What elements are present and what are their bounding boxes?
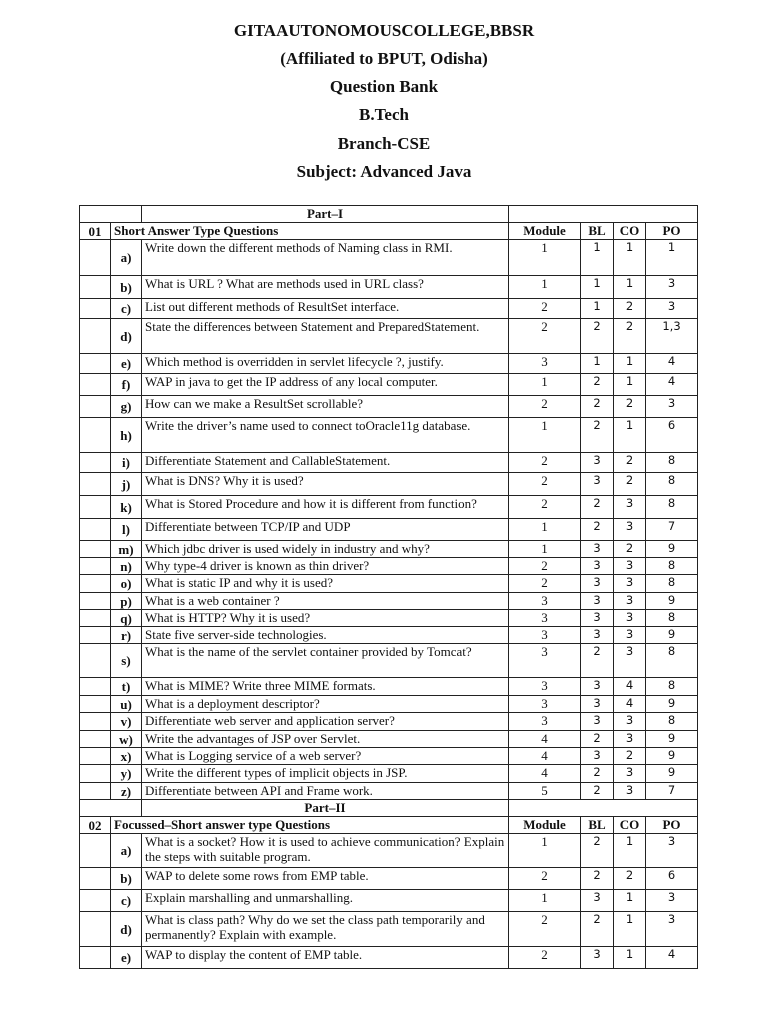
co-value: 3	[614, 593, 646, 610]
question-text: Write the different types of implicit objects in JSP.	[142, 765, 509, 783]
co-value: 3	[614, 783, 646, 800]
co-value: 2	[614, 319, 646, 354]
question-text: What is class path? Why do we set the class path temporarily and permanently? Explain with example.	[142, 912, 509, 947]
po-value: 9	[646, 541, 698, 558]
bl-value: 3	[581, 541, 614, 558]
bl-value: 3	[581, 696, 614, 713]
col-module: Module	[509, 817, 581, 834]
empty-cell	[80, 575, 111, 593]
part-heading: Focussed–Short answer type Questions	[111, 817, 509, 834]
question-row	[80, 713, 698, 731]
co-value: 4	[614, 696, 646, 713]
module-value: 4	[509, 731, 581, 748]
question-label: u)	[111, 696, 142, 713]
module-value: 1	[509, 276, 581, 299]
empty-cell	[80, 319, 111, 354]
empty-cell	[80, 912, 111, 947]
question-row	[80, 783, 698, 800]
question-row	[80, 240, 698, 276]
question-label: d)	[111, 912, 142, 947]
module-value: 2	[509, 947, 581, 969]
col-po: PO	[646, 223, 698, 240]
po-value: 9	[646, 593, 698, 610]
empty-cell	[80, 868, 111, 890]
question-text: Differentiate web server and application server?	[142, 713, 509, 731]
po-value: 3	[646, 890, 698, 912]
question-text: What is a socket? How it is used to achieve communication? Explain the steps with suitable program.	[142, 834, 509, 868]
question-text: Differentiate Statement and CallableStatement.	[142, 453, 509, 473]
part-number: 01	[80, 223, 111, 240]
question-label: s)	[111, 644, 142, 678]
empty-cell	[80, 644, 111, 678]
po-value: 6	[646, 868, 698, 890]
po-value: 9	[646, 627, 698, 644]
question-text: WAP to delete some rows from EMP table.	[142, 868, 509, 890]
question-row	[80, 868, 698, 890]
empty-cell	[80, 610, 111, 627]
co-value: 2	[614, 868, 646, 890]
co-value: 2	[614, 541, 646, 558]
bl-value: 3	[581, 713, 614, 731]
question-text: What is DNS? Why it is used?	[142, 473, 509, 496]
question-row	[80, 473, 698, 496]
question-text: What is URL ? What are methods used in URL class?	[142, 276, 509, 299]
question-row	[80, 912, 698, 947]
col-bl: BL	[581, 223, 614, 240]
empty-cell	[80, 696, 111, 713]
question-label: a)	[111, 834, 142, 868]
question-label: p)	[111, 593, 142, 610]
bl-value: 3	[581, 748, 614, 765]
module-value: 2	[509, 299, 581, 319]
subject: Subject: Advanced Java	[296, 162, 472, 181]
question-row	[80, 644, 698, 678]
question-table	[79, 205, 698, 969]
module-value: 2	[509, 473, 581, 496]
co-value: 3	[614, 519, 646, 541]
module-value: 4	[509, 748, 581, 765]
question-text: What is MIME? Write three MIME formats.	[142, 678, 509, 696]
empty-cell	[80, 374, 111, 396]
po-value: 3	[646, 396, 698, 418]
empty-cell	[80, 678, 111, 696]
question-text: State the differences between Statement and PreparedStatement.	[142, 319, 509, 354]
college-name: GITAAUTONOMOUSCOLLEGE,BBSR	[233, 21, 535, 40]
question-row	[80, 610, 698, 627]
module-value: 2	[509, 558, 581, 575]
question-label: q)	[111, 610, 142, 627]
question-row	[80, 593, 698, 610]
question-text: Explain marshalling and unmarshalling.	[142, 890, 509, 912]
question-label: g)	[111, 396, 142, 418]
empty-cell	[80, 947, 111, 969]
co-value: 1	[614, 354, 646, 374]
empty-cell	[80, 396, 111, 418]
co-value: 4	[614, 678, 646, 696]
po-value: 8	[646, 575, 698, 593]
empty-cell	[80, 354, 111, 374]
co-value: 2	[614, 748, 646, 765]
question-text: Differentiate between TCP/IP and UDP	[142, 519, 509, 541]
module-value: 2	[509, 575, 581, 593]
co-value: 3	[614, 610, 646, 627]
part-heading: Short Answer Type Questions	[111, 223, 509, 240]
question-row	[80, 541, 698, 558]
module-value: 3	[509, 627, 581, 644]
module-value: 1	[509, 240, 581, 276]
question-label: v)	[111, 713, 142, 731]
question-row	[80, 299, 698, 319]
question-row	[80, 276, 698, 299]
question-label: m)	[111, 541, 142, 558]
po-value: 9	[646, 765, 698, 783]
module-value: 1	[509, 418, 581, 453]
column-header-row	[80, 223, 698, 240]
co-value: 2	[614, 299, 646, 319]
module-value: 3	[509, 644, 581, 678]
bl-value: 2	[581, 765, 614, 783]
question-text: What is Stored Procedure and how it is different from function?	[142, 496, 509, 519]
bl-value: 1	[581, 240, 614, 276]
question-label: y)	[111, 765, 142, 783]
question-label: c)	[111, 890, 142, 912]
po-value: 8	[646, 678, 698, 696]
question-text: Write the driver’s name used to connect toOracle11g database.	[142, 418, 509, 453]
po-value: 4	[646, 947, 698, 969]
co-value: 3	[614, 575, 646, 593]
question-row	[80, 627, 698, 644]
po-value: 4	[646, 354, 698, 374]
empty-cell	[80, 765, 111, 783]
question-row	[80, 418, 698, 453]
module-value: 5	[509, 783, 581, 800]
question-label: b)	[111, 868, 142, 890]
question-label: a)	[111, 240, 142, 276]
po-value: 8	[646, 473, 698, 496]
co-value: 3	[614, 558, 646, 575]
module-value: 2	[509, 912, 581, 947]
bl-value: 3	[581, 558, 614, 575]
co-value: 1	[614, 276, 646, 299]
question-label: f)	[111, 374, 142, 396]
co-value: 2	[614, 396, 646, 418]
question-text: What is static IP and why it is used?	[142, 575, 509, 593]
po-value: 3	[646, 834, 698, 868]
question-label: x)	[111, 748, 142, 765]
module-value: 2	[509, 453, 581, 473]
empty-cell	[80, 713, 111, 731]
module-value: 3	[509, 713, 581, 731]
module-value: 2	[509, 496, 581, 519]
question-row	[80, 834, 698, 868]
module-value: 1	[509, 374, 581, 396]
question-label: d)	[111, 319, 142, 354]
bl-value: 1	[581, 299, 614, 319]
module-value: 2	[509, 396, 581, 418]
question-row	[80, 558, 698, 575]
co-value: 1	[614, 890, 646, 912]
po-value: 1,3	[646, 319, 698, 354]
empty-cell	[80, 418, 111, 453]
question-text: What is HTTP? Why it is used?	[142, 610, 509, 627]
po-value: 3	[646, 276, 698, 299]
question-label: j)	[111, 473, 142, 496]
part-title-row	[80, 800, 698, 817]
degree: B.Tech	[359, 105, 409, 124]
question-row	[80, 453, 698, 473]
question-text: WAP to display the content of EMP table.	[142, 947, 509, 969]
module-value: 3	[509, 696, 581, 713]
column-header-row	[80, 817, 698, 834]
bl-value: 2	[581, 496, 614, 519]
bl-value: 1	[581, 354, 614, 374]
co-value: 1	[614, 240, 646, 276]
empty-cell	[80, 731, 111, 748]
col-co: CO	[614, 223, 646, 240]
bl-value: 2	[581, 644, 614, 678]
bl-value: 2	[581, 731, 614, 748]
co-value: 3	[614, 496, 646, 519]
question-row	[80, 696, 698, 713]
bl-value: 3	[581, 610, 614, 627]
co-value: 2	[614, 453, 646, 473]
empty-cell	[80, 206, 142, 223]
part-title: Part–II	[142, 800, 509, 817]
question-text: Which jdbc driver is used widely in industry and why?	[142, 541, 509, 558]
empty-cell	[509, 800, 698, 817]
module-value: 1	[509, 834, 581, 868]
po-value: 8	[646, 558, 698, 575]
empty-cell	[80, 496, 111, 519]
question-text: What is Logging service of a web server?	[142, 748, 509, 765]
question-text: Write down the different methods of Naming class in RMI.	[142, 240, 509, 276]
question-label: e)	[111, 354, 142, 374]
question-text: What is a web container ?	[142, 593, 509, 610]
po-value: 8	[646, 644, 698, 678]
module-value: 3	[509, 354, 581, 374]
empty-cell	[80, 276, 111, 299]
po-value: 7	[646, 519, 698, 541]
empty-cell	[80, 541, 111, 558]
empty-cell	[80, 748, 111, 765]
bl-value: 3	[581, 453, 614, 473]
bl-value: 2	[581, 912, 614, 947]
question-label: c)	[111, 299, 142, 319]
question-label: w)	[111, 731, 142, 748]
question-label: h)	[111, 418, 142, 453]
bl-value: 3	[581, 678, 614, 696]
question-row	[80, 374, 698, 396]
bl-value: 2	[581, 783, 614, 800]
empty-cell	[80, 240, 111, 276]
question-row	[80, 354, 698, 374]
po-value: 8	[646, 713, 698, 731]
bl-value: 2	[581, 418, 614, 453]
question-row	[80, 496, 698, 519]
question-label: t)	[111, 678, 142, 696]
empty-cell	[80, 800, 142, 817]
co-value: 1	[614, 374, 646, 396]
po-value: 3	[646, 912, 698, 947]
po-value: 3	[646, 299, 698, 319]
question-label: e)	[111, 947, 142, 969]
bl-value: 3	[581, 575, 614, 593]
col-co: CO	[614, 817, 646, 834]
bl-value: 3	[581, 890, 614, 912]
po-value: 8	[646, 610, 698, 627]
co-value: 2	[614, 473, 646, 496]
co-value: 3	[614, 713, 646, 731]
module-value: 3	[509, 593, 581, 610]
bl-value: 3	[581, 593, 614, 610]
po-value: 1	[646, 240, 698, 276]
bl-value: 1	[581, 276, 614, 299]
question-label: o)	[111, 575, 142, 593]
branch: Branch-CSE	[337, 134, 431, 153]
po-value: 7	[646, 783, 698, 800]
po-value: 4	[646, 374, 698, 396]
co-value: 1	[614, 912, 646, 947]
bl-value: 3	[581, 947, 614, 969]
part-number: 02	[80, 817, 111, 834]
question-label: b)	[111, 276, 142, 299]
question-row	[80, 765, 698, 783]
bl-value: 2	[581, 396, 614, 418]
empty-cell	[80, 593, 111, 610]
question-row	[80, 890, 698, 912]
empty-cell	[80, 783, 111, 800]
bl-value: 2	[581, 868, 614, 890]
question-text: WAP in java to get the IP address of any local computer.	[142, 374, 509, 396]
question-text: What is a deployment descriptor?	[142, 696, 509, 713]
module-value: 1	[509, 890, 581, 912]
empty-cell	[80, 473, 111, 496]
po-value: 8	[646, 453, 698, 473]
affiliation: (Affiliated to BPUT, Odisha)	[280, 49, 488, 68]
module-value: 2	[509, 319, 581, 354]
question-row	[80, 748, 698, 765]
question-text: Differentiate between API and Frame work.	[142, 783, 509, 800]
co-value: 3	[614, 627, 646, 644]
question-text: What is the name of the servlet container provided by Tomcat?	[142, 644, 509, 678]
question-text: Why type-4 driver is known as thin driver?	[142, 558, 509, 575]
co-value: 1	[614, 947, 646, 969]
bl-value: 2	[581, 834, 614, 868]
question-row	[80, 947, 698, 969]
question-text: How can we make a ResultSet scrollable?	[142, 396, 509, 418]
question-label: r)	[111, 627, 142, 644]
empty-cell	[80, 558, 111, 575]
empty-cell	[509, 206, 698, 223]
co-value: 1	[614, 418, 646, 453]
co-value: 3	[614, 644, 646, 678]
module-value: 1	[509, 541, 581, 558]
empty-cell	[80, 890, 111, 912]
po-value: 9	[646, 748, 698, 765]
part-title: Part–I	[142, 206, 509, 223]
module-value: 2	[509, 868, 581, 890]
question-text: State five server-side technologies.	[142, 627, 509, 644]
co-value: 1	[614, 834, 646, 868]
question-text: Which method is overridden in servlet lifecycle ?, justify.	[142, 354, 509, 374]
po-value: 8	[646, 496, 698, 519]
question-label: k)	[111, 496, 142, 519]
module-value: 1	[509, 519, 581, 541]
module-value: 3	[509, 610, 581, 627]
col-module: Module	[509, 223, 581, 240]
co-value: 3	[614, 765, 646, 783]
po-value: 9	[646, 731, 698, 748]
bl-value: 2	[581, 374, 614, 396]
question-row	[80, 731, 698, 748]
po-value: 9	[646, 696, 698, 713]
question-row	[80, 396, 698, 418]
empty-cell	[80, 834, 111, 868]
bl-value: 2	[581, 319, 614, 354]
bl-value: 2	[581, 519, 614, 541]
bl-value: 3	[581, 627, 614, 644]
empty-cell	[80, 627, 111, 644]
module-value: 3	[509, 678, 581, 696]
question-label: n)	[111, 558, 142, 575]
question-row	[80, 575, 698, 593]
po-value: 6	[646, 418, 698, 453]
part-title-row	[80, 206, 698, 223]
question-row	[80, 678, 698, 696]
question-text: Write the advantages of JSP over Servlet.	[142, 731, 509, 748]
question-label: i)	[111, 453, 142, 473]
question-label: z)	[111, 783, 142, 800]
bl-value: 3	[581, 473, 614, 496]
question-row	[80, 319, 698, 354]
empty-cell	[80, 453, 111, 473]
document-title: Question Bank	[329, 77, 439, 96]
question-label: l)	[111, 519, 142, 541]
module-value: 4	[509, 765, 581, 783]
col-po: PO	[646, 817, 698, 834]
empty-cell	[80, 299, 111, 319]
question-text: List out different methods of ResultSet interface.	[142, 299, 509, 319]
question-row	[80, 519, 698, 541]
col-bl: BL	[581, 817, 614, 834]
co-value: 3	[614, 731, 646, 748]
empty-cell	[80, 519, 111, 541]
